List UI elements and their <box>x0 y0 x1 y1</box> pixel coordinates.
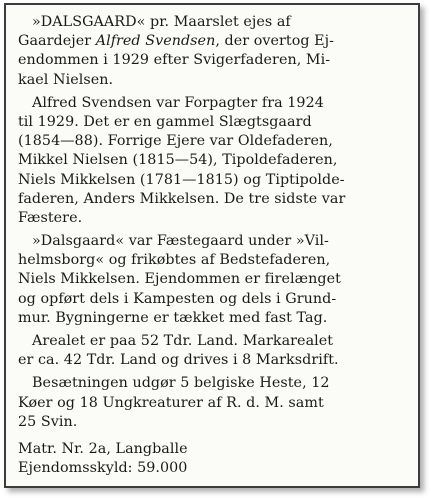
text-line <box>18 332 418 351</box>
text-segment: Alfred Svendsen var Forpagter fra 1924 <box>32 94 324 111</box>
text-segment: Gaardejer <box>18 33 96 50</box>
text-segment: Besætningen udgør 5 belgiske Heste, 12 <box>32 375 330 392</box>
text-line <box>18 171 418 190</box>
text-line <box>18 151 418 170</box>
text-line <box>18 94 418 113</box>
text-line <box>18 351 418 370</box>
text-segment: Arealet er paa 52 Tdr. Land. Markarealet <box>32 333 334 349</box>
document-card <box>4 3 420 488</box>
text-line <box>18 51 418 70</box>
text-segment: helmsborg« og frikøbtes af Bedstefaderen, <box>18 252 331 269</box>
text-line <box>18 309 418 328</box>
text-line <box>18 290 418 309</box>
paragraph-ownership <box>18 13 418 90</box>
text-segment: (1854—88). Forrige Ejere var Oldefaderen, <box>18 133 333 150</box>
text-line <box>18 232 418 251</box>
text-segment: er ca. 42 Tdr. Land og drives i 8 Marksdrift. <box>18 352 339 369</box>
text-segment: Niels Mikkelsen. Ejendommen er firelænget <box>18 271 341 288</box>
text-segment: Fæstere. <box>18 209 83 226</box>
paragraph-buildings <box>18 232 418 328</box>
text-segment: »DALSGAARD« pr. Maarslet ejes af <box>32 14 291 30</box>
text-segment: faderen, Anders Mikkelsen. De tre sidste var <box>18 190 346 207</box>
text-line <box>18 190 418 209</box>
text-line <box>18 13 418 32</box>
text-segment: Niels Mikkelsen (1781—1815) og Tiptipolde- <box>18 171 345 188</box>
text-segment: kael Nielsen. <box>18 71 114 88</box>
text-segment: og opført dels i Kampesten og dels i Grund- <box>18 290 337 307</box>
matrikel-number: Matr. Nr. 2a, Langballe <box>18 440 188 457</box>
text-segment: mur. Bygningerne er tækket med fast Tag. <box>18 309 328 326</box>
paragraph-history <box>18 94 418 228</box>
text-line <box>18 270 418 289</box>
text-line <box>18 251 418 270</box>
property-valuation: Ejendomsskyld: 59.000 <box>18 460 188 477</box>
text-segment: 25 Svin. <box>18 413 78 430</box>
text-segment: endommen i 1929 efter Svigerfaderen, Mi- <box>18 52 331 69</box>
paragraph-area <box>18 332 418 370</box>
text-segment: Mikkel Nielsen (1815—54), Tipoldefaderen, <box>18 152 338 169</box>
text-line <box>18 113 418 132</box>
text-segment: Køer og 18 Ungkreaturer af R. d. M. samt <box>18 394 324 411</box>
text-line <box>18 209 418 228</box>
paragraph-livestock <box>18 374 418 432</box>
document-text <box>18 13 418 478</box>
text-segment: , der overtog Ej- <box>215 33 335 50</box>
text-segment: »Dalsgaard« var Fæstegaard under »Vil- <box>32 233 329 250</box>
text-segment: til 1929. Det er en gammel Slægtsgaard <box>18 113 312 130</box>
text-line <box>18 32 418 51</box>
text-line <box>18 132 418 151</box>
text-line <box>18 374 418 393</box>
text-line <box>18 394 418 413</box>
text-line <box>18 413 418 432</box>
property-footer <box>18 440 418 478</box>
italic-name: Alfred Svendsen <box>95 33 216 50</box>
text-line <box>18 71 418 90</box>
